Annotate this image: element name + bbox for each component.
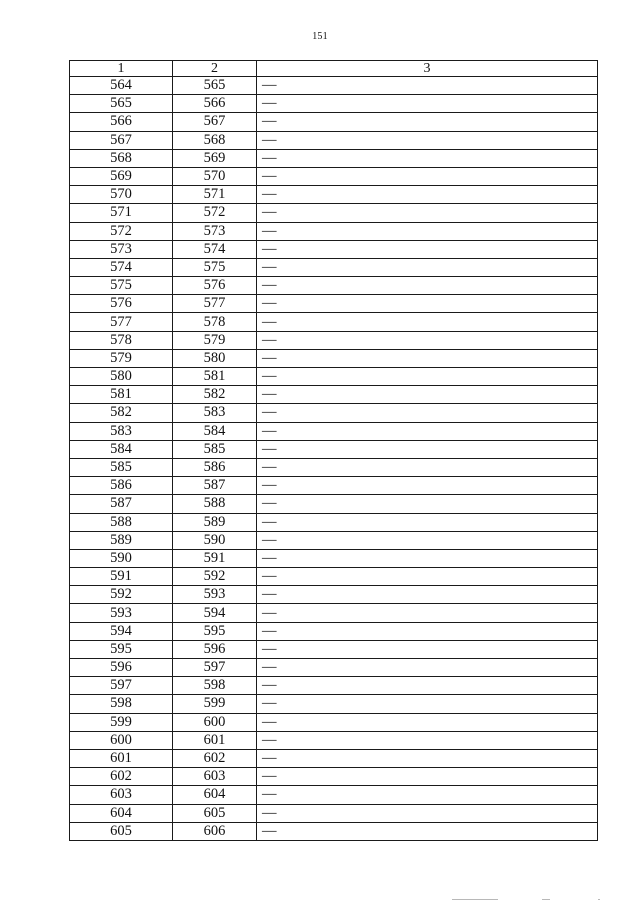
cell-col-2: 571: [173, 186, 257, 204]
cell-col-3: —: [257, 240, 598, 258]
cell-col-2: 590: [173, 531, 257, 549]
cell-col-3: —: [257, 295, 598, 313]
cell-col-2: 596: [173, 640, 257, 658]
cell-col-1: 566: [70, 113, 173, 131]
cell-col-1: 600: [70, 731, 173, 749]
table-row: [70, 404, 598, 422]
cell-col-1: 573: [70, 240, 173, 258]
table-row: [70, 695, 598, 713]
cell-col-1: 591: [70, 568, 173, 586]
cell-col-1: 589: [70, 531, 173, 549]
cell-col-1: 590: [70, 549, 173, 567]
cell-col-1: 580: [70, 368, 173, 386]
cell-col-1: 575: [70, 277, 173, 295]
cell-col-3: —: [257, 95, 598, 113]
cell-col-1: 586: [70, 477, 173, 495]
table-row: [70, 258, 598, 276]
cell-col-1: 602: [70, 768, 173, 786]
table-row: [70, 586, 598, 604]
column-header-3: 3: [257, 61, 598, 77]
cell-col-3: —: [257, 186, 598, 204]
table-row: [70, 568, 598, 586]
cell-col-3: —: [257, 386, 598, 404]
cell-col-3: —: [257, 549, 598, 567]
cell-col-2: 589: [173, 513, 257, 531]
cell-col-1: 569: [70, 167, 173, 185]
cell-col-2: 587: [173, 477, 257, 495]
table-row: [70, 222, 598, 240]
cell-col-3: —: [257, 568, 598, 586]
cell-col-1: 582: [70, 404, 173, 422]
table-row: [70, 422, 598, 440]
cell-col-2: 570: [173, 167, 257, 185]
cell-col-2: 584: [173, 422, 257, 440]
cell-col-3: —: [257, 477, 598, 495]
cell-col-2: 568: [173, 131, 257, 149]
table-row: [70, 149, 598, 167]
cell-col-3: —: [257, 495, 598, 513]
cell-col-1: 571: [70, 204, 173, 222]
table-row: [70, 313, 598, 331]
cell-col-2: 565: [173, 77, 257, 95]
column-header-2: 2: [173, 61, 257, 77]
cell-col-3: —: [257, 404, 598, 422]
cell-col-2: 585: [173, 440, 257, 458]
cell-col-3: —: [257, 659, 598, 677]
cell-col-3: —: [257, 531, 598, 549]
cell-col-1: 603: [70, 786, 173, 804]
cell-col-3: —: [257, 331, 598, 349]
cell-col-2: 601: [173, 731, 257, 749]
cell-col-3: —: [257, 768, 598, 786]
cell-col-3: —: [257, 604, 598, 622]
table-row: [70, 749, 598, 767]
cell-col-1: 581: [70, 386, 173, 404]
table-row: [70, 240, 598, 258]
cell-col-1: 601: [70, 749, 173, 767]
table-row: [70, 604, 598, 622]
cell-col-2: 598: [173, 677, 257, 695]
cell-col-2: 588: [173, 495, 257, 513]
cell-col-2: 573: [173, 222, 257, 240]
cell-col-1: 584: [70, 440, 173, 458]
cell-col-3: —: [257, 149, 598, 167]
table-row: [70, 677, 598, 695]
cell-col-3: —: [257, 622, 598, 640]
cell-col-1: 577: [70, 313, 173, 331]
cell-col-2: 605: [173, 804, 257, 822]
cell-col-1: 567: [70, 131, 173, 149]
table-row: [70, 549, 598, 567]
cell-col-2: 603: [173, 768, 257, 786]
cell-col-3: —: [257, 204, 598, 222]
cell-col-3: —: [257, 440, 598, 458]
table-row: [70, 204, 598, 222]
cell-col-3: —: [257, 786, 598, 804]
cell-col-1: 568: [70, 149, 173, 167]
cell-col-3: —: [257, 677, 598, 695]
cell-col-3: —: [257, 77, 598, 95]
table-row: [70, 495, 598, 513]
cell-col-2: 574: [173, 240, 257, 258]
table-row: [70, 295, 598, 313]
cell-col-2: 577: [173, 295, 257, 313]
cell-col-3: —: [257, 804, 598, 822]
cell-col-1: 576: [70, 295, 173, 313]
cell-col-3: —: [257, 422, 598, 440]
table-row: [70, 713, 598, 731]
table-row: [70, 640, 598, 658]
cell-col-2: 567: [173, 113, 257, 131]
data-table: [69, 60, 598, 841]
cell-col-2: 578: [173, 313, 257, 331]
cell-col-2: 597: [173, 659, 257, 677]
table-row: [70, 458, 598, 476]
cell-col-2: 580: [173, 349, 257, 367]
table-row: [70, 277, 598, 295]
table-row: [70, 113, 598, 131]
column-header-1: 1: [70, 61, 173, 77]
table-row: [70, 477, 598, 495]
cell-col-2: 582: [173, 386, 257, 404]
cell-col-1: 588: [70, 513, 173, 531]
table-body: [70, 77, 598, 841]
cell-col-2: 569: [173, 149, 257, 167]
cell-col-1: 598: [70, 695, 173, 713]
table-row: [70, 513, 598, 531]
cell-col-2: 591: [173, 549, 257, 567]
table-row: [70, 331, 598, 349]
cell-col-2: 579: [173, 331, 257, 349]
cell-col-1: 599: [70, 713, 173, 731]
cell-col-3: —: [257, 113, 598, 131]
cell-col-3: —: [257, 822, 598, 840]
table-row: [70, 768, 598, 786]
cell-col-1: 583: [70, 422, 173, 440]
cell-col-2: 602: [173, 749, 257, 767]
cell-col-1: 594: [70, 622, 173, 640]
cell-col-3: —: [257, 749, 598, 767]
cell-col-1: 570: [70, 186, 173, 204]
cell-col-1: 578: [70, 331, 173, 349]
footer-scan-marks: [452, 898, 612, 902]
cell-col-1: 565: [70, 95, 173, 113]
table-row: [70, 622, 598, 640]
table-row: [70, 131, 598, 149]
cell-col-3: —: [257, 258, 598, 276]
cell-col-1: 597: [70, 677, 173, 695]
cell-col-2: 583: [173, 404, 257, 422]
cell-col-1: 593: [70, 604, 173, 622]
cell-col-2: 595: [173, 622, 257, 640]
cell-col-1: 595: [70, 640, 173, 658]
cell-col-2: 594: [173, 604, 257, 622]
cell-col-2: 592: [173, 568, 257, 586]
table-row: [70, 77, 598, 95]
cell-col-2: 572: [173, 204, 257, 222]
cell-col-2: 604: [173, 786, 257, 804]
cell-col-2: 576: [173, 277, 257, 295]
table-row: [70, 786, 598, 804]
table-header: [70, 61, 598, 77]
table-row: [70, 186, 598, 204]
cell-col-3: —: [257, 713, 598, 731]
cell-col-1: 592: [70, 586, 173, 604]
table-row: [70, 95, 598, 113]
cell-col-1: 585: [70, 458, 173, 476]
table-row: [70, 659, 598, 677]
cell-col-2: 599: [173, 695, 257, 713]
table-row: [70, 804, 598, 822]
cell-col-1: 564: [70, 77, 173, 95]
cell-col-1: 579: [70, 349, 173, 367]
cell-col-3: —: [257, 167, 598, 185]
table-row: [70, 349, 598, 367]
cell-col-2: 586: [173, 458, 257, 476]
cell-col-1: 574: [70, 258, 173, 276]
table-row: [70, 368, 598, 386]
cell-col-3: —: [257, 586, 598, 604]
cell-col-1: 572: [70, 222, 173, 240]
cell-col-3: —: [257, 277, 598, 295]
table-row: [70, 822, 598, 840]
cell-col-3: —: [257, 640, 598, 658]
cell-col-2: 581: [173, 368, 257, 386]
cell-col-3: —: [257, 368, 598, 386]
cell-col-3: —: [257, 458, 598, 476]
cell-col-3: —: [257, 313, 598, 331]
table-row: [70, 731, 598, 749]
table-row: [70, 531, 598, 549]
table-row: [70, 167, 598, 185]
cell-col-2: 593: [173, 586, 257, 604]
cell-col-3: —: [257, 695, 598, 713]
cell-col-2: 606: [173, 822, 257, 840]
cell-col-1: 596: [70, 659, 173, 677]
cell-col-2: 600: [173, 713, 257, 731]
cell-col-3: —: [257, 349, 598, 367]
cell-col-3: —: [257, 222, 598, 240]
header-row: [70, 61, 598, 77]
table-row: [70, 386, 598, 404]
cell-col-2: 566: [173, 95, 257, 113]
cell-col-1: 604: [70, 804, 173, 822]
cell-col-3: —: [257, 731, 598, 749]
cell-col-3: —: [257, 513, 598, 531]
page-number: 151: [312, 31, 328, 42]
cell-col-1: 587: [70, 495, 173, 513]
table-row: [70, 440, 598, 458]
cell-col-3: —: [257, 131, 598, 149]
cell-col-1: 605: [70, 822, 173, 840]
cell-col-2: 575: [173, 258, 257, 276]
